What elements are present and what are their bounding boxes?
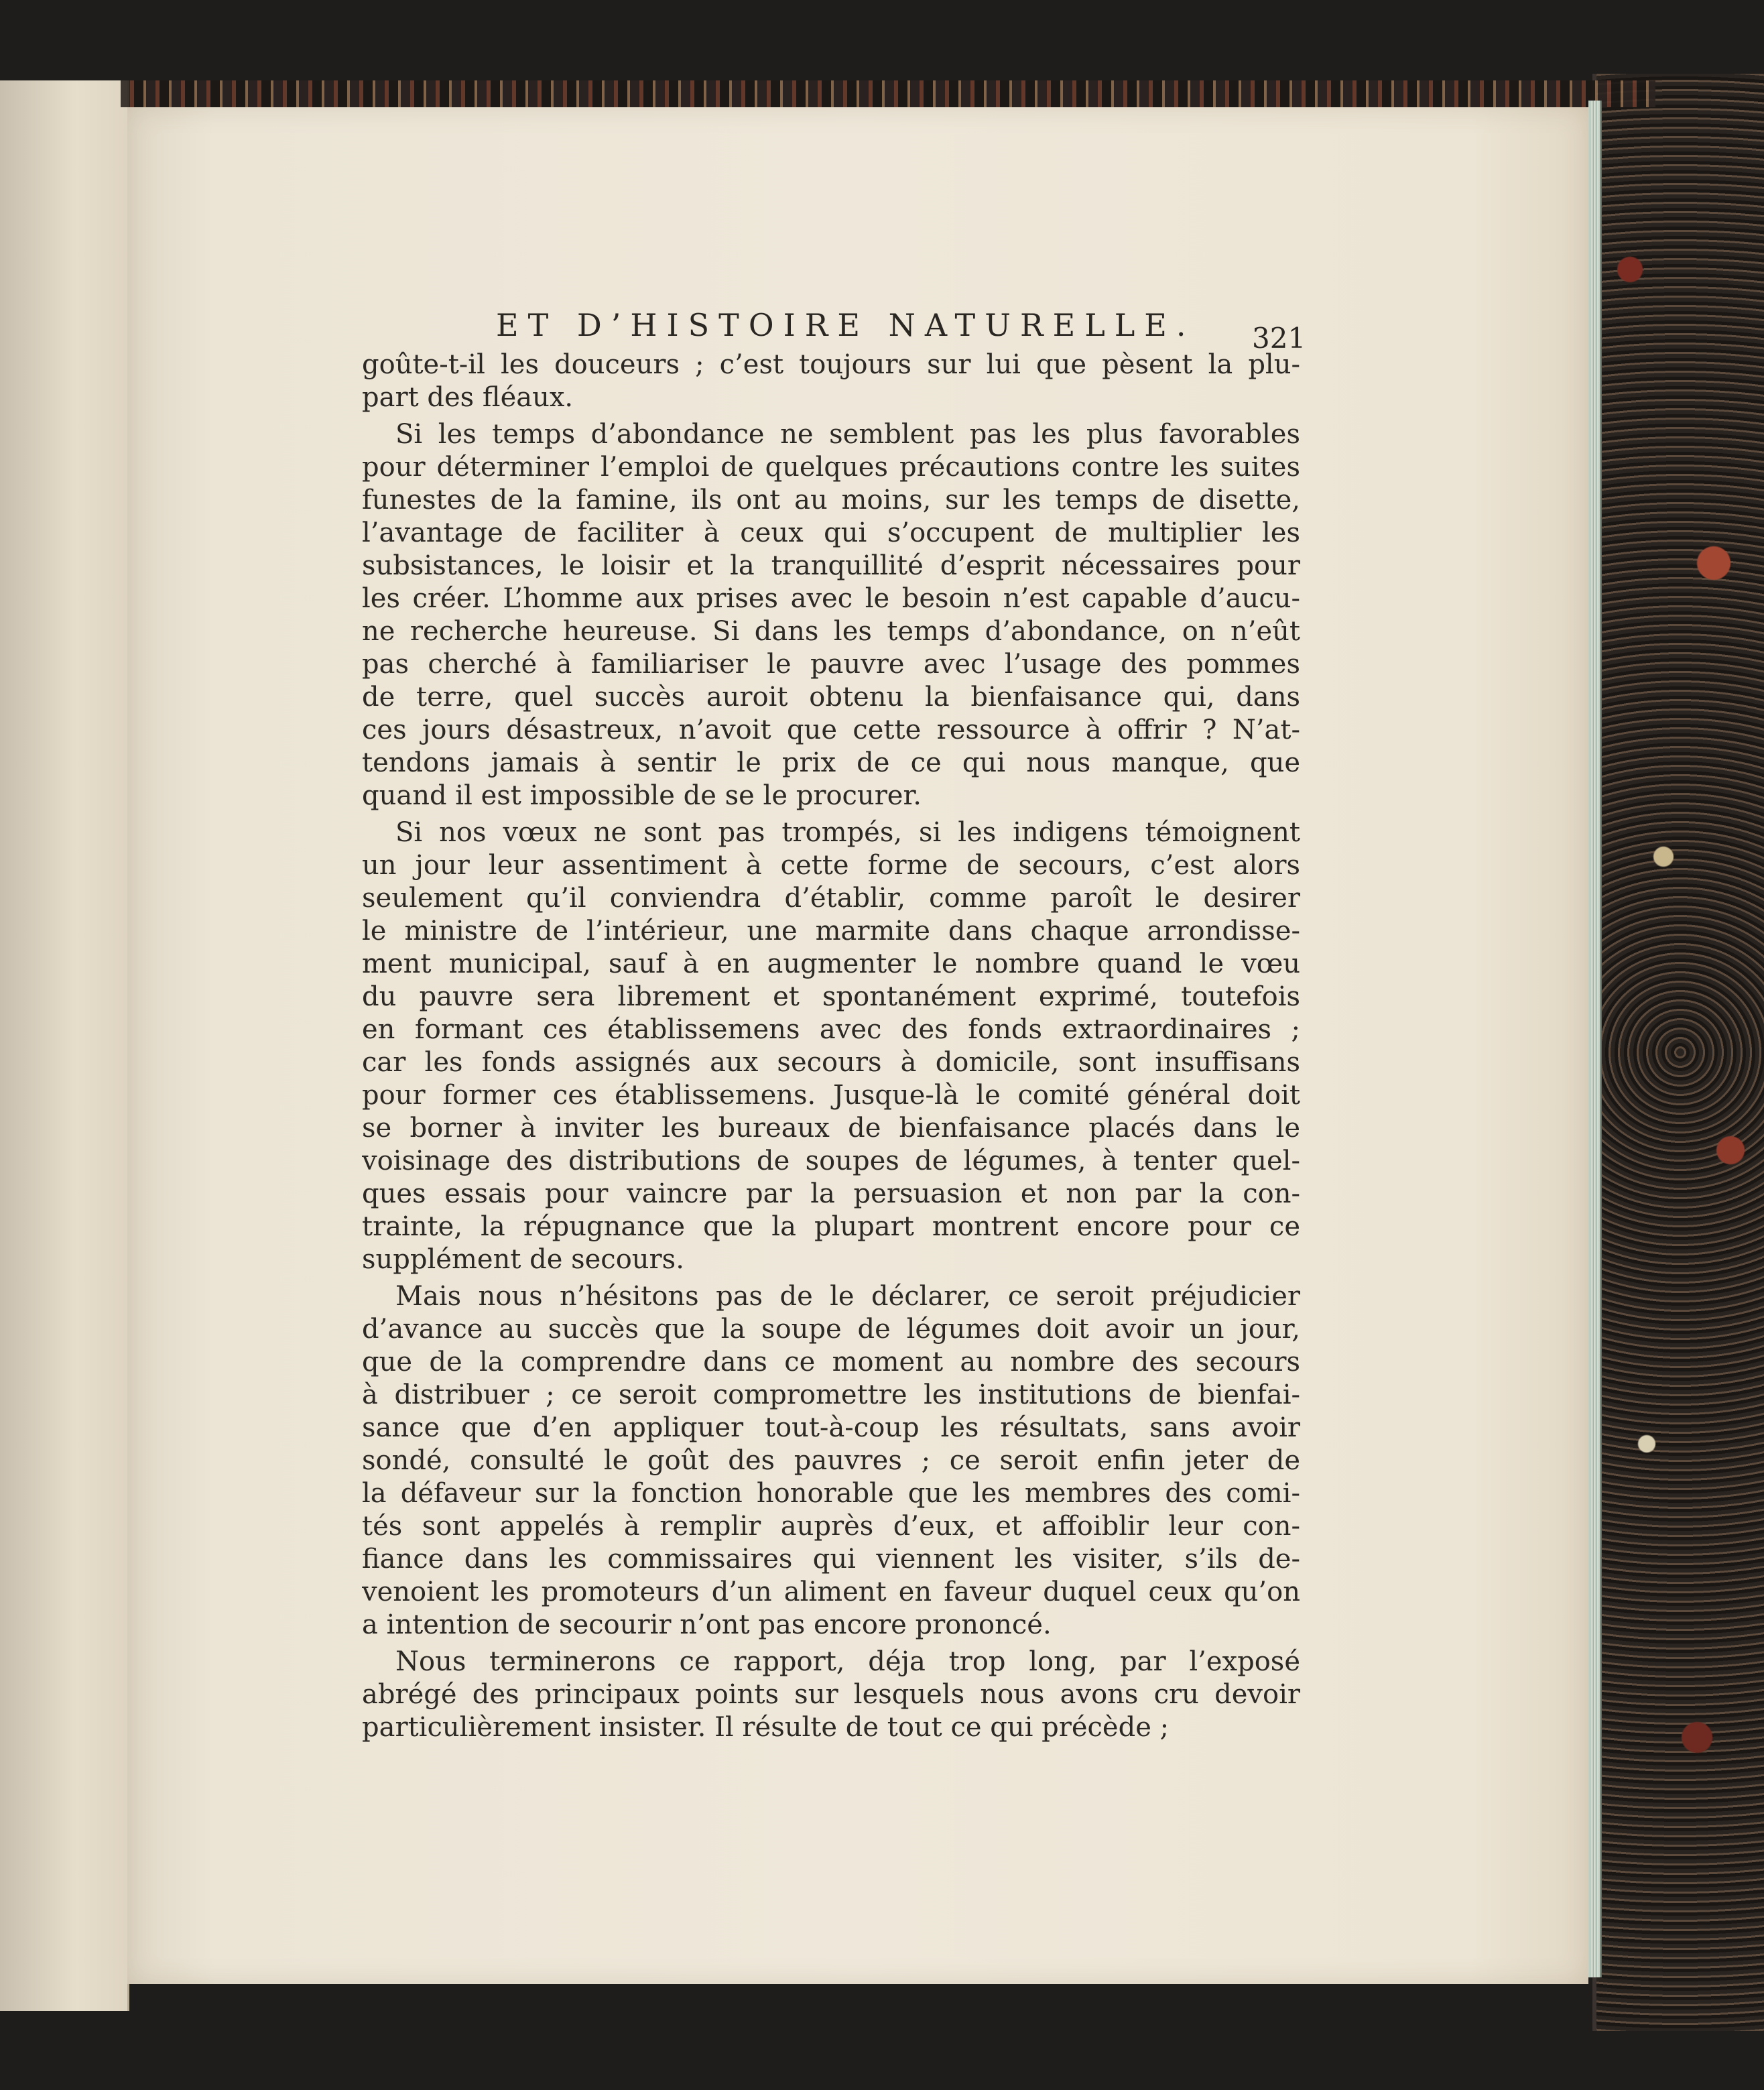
text-line: part des fléaux. (362, 382, 574, 413)
paragraph (362, 418, 1300, 812)
paragraph (362, 1280, 1300, 1642)
text-line: Si nos vœux ne sont pas trompés, si les indigens témoignent (395, 817, 1300, 848)
text-line: pour déterminer l’emploi de quelques précautions contre les suites (362, 452, 1300, 483)
text-line: ne recherche heureuse. Si dans les temps d’abondance, on n’eût (362, 616, 1300, 647)
text-line: trainte, la répugnance que la plupart montrent encore pour ce (362, 1211, 1300, 1242)
page-number: 321 (1252, 322, 1306, 355)
text-line: car les fonds assignés aux secours à domicile, sont insuffisans (362, 1047, 1300, 1078)
text-line: ques essais pour vaincre par la persuasion et non par la con- (362, 1178, 1300, 1209)
text-line: les créer. L’homme aux prises avec le besoin n’est capable d’aucu- (362, 583, 1300, 614)
text-line: d’avance au succès que la soupe de légumes doit avoir un jour, (362, 1314, 1300, 1345)
marbled-endpaper (1592, 74, 1764, 2031)
text-line: fiance dans les commissaires qui viennent les visiter, s’ils de- (362, 1544, 1300, 1575)
text-line: l’avantage de faciliter à ceux qui s’occupent de multiplier les (362, 517, 1300, 548)
text-line: voisinage des distributions de soupes de légumes, à tenter quel- (362, 1146, 1300, 1176)
marbled-board-edge (121, 80, 1655, 107)
text-line: tés sont appelés à remplir auprès d’eux, et affoiblir leur con- (362, 1511, 1300, 1542)
text-line: Si les temps d’abondance ne semblent pas les plus favorables (395, 419, 1300, 450)
paragraph (362, 1646, 1300, 1744)
text-line: sance que d’en appliquer tout-à-coup les résultats, sans avoir (362, 1412, 1300, 1443)
text-line: goûte-t-il les douceurs ; c’est toujours sur lui que pèsent la plu- (362, 349, 1300, 380)
paragraph (362, 349, 1300, 414)
text-line: tendons jamais à sentir le prix de ce qui nous manque, que (362, 747, 1300, 778)
text-line: subsistances, le loisir et la tranquillité d’esprit nécessaires pour (362, 550, 1300, 581)
text-line: venoient les promoteurs d’un aliment en faveur duquel ceux qu’on (362, 1577, 1300, 1607)
text-line: le ministre de l’intérieur, une marmite dans chaque arrondisse- (362, 916, 1300, 946)
text-line: Nous terminerons ce rapport, déja trop long, par l’exposé (395, 1646, 1300, 1677)
text-line: de terre, quel succès auroit obtenu la bienfaisance qui, dans (362, 682, 1300, 713)
text-line: quand il est impossible de se le procurer. (362, 780, 922, 811)
facing-page-edge (0, 80, 129, 2011)
text-line: se borner à inviter les bureaux de bienfaisance placés dans le (362, 1113, 1300, 1144)
text-line: supplément de secours. (362, 1244, 684, 1275)
text-line: du pauvre sera librement et spontanément exprimé, toutefois (362, 981, 1300, 1012)
text-line: un jour leur assentiment à cette forme de secours, c’est alors (362, 850, 1300, 881)
body-text (362, 349, 1300, 1744)
text-line: sondé, consulté le goût des pauvres ; ce seroit enfin jeter de (362, 1445, 1300, 1476)
text-line: pour former ces établissemens. Jusque-là le comité général doit (362, 1080, 1300, 1111)
text-line: en formant ces établissemens avec des fonds extraordinaires ; (362, 1014, 1300, 1045)
text-line: à distribuer ; ce seroit compromettre les institutions de bienfai- (362, 1379, 1300, 1410)
page-block-edge (1588, 101, 1602, 1977)
text-line: abrégé des principaux points sur lesquels nous avons cru devoir (362, 1679, 1300, 1710)
text-line: que de la comprendre dans ce moment au nombre des secours (362, 1347, 1300, 1377)
text-line: funestes de la famine, ils ont au moins, sur les temps de disette, (362, 485, 1300, 515)
text-line: seulement qu’il conviendra d’établir, comme paroît le desirer (362, 883, 1300, 914)
text-line: la défaveur sur la fonction honorable que les membres des comi- (362, 1478, 1300, 1509)
running-header: ET D’HISTOIRE NATURELLE. (496, 307, 1196, 343)
text-line: particulièrement insister. Il résulte de tout ce qui précède ; (362, 1712, 1170, 1743)
paragraph (362, 816, 1300, 1276)
text-line: pas cherché à familiariser le pauvre avec l’usage des pommes (362, 649, 1300, 680)
text-line: a intention de secourir n’ont pas encore prononcé. (362, 1609, 1052, 1640)
text-line: Mais nous n’hésitons pas de le déclarer, ce seroit préjudicier (395, 1281, 1300, 1312)
text-line: ces jours désastreux, n’avoit que cette ressource à offrir ? N’at- (362, 715, 1300, 745)
text-line: ment municipal, sauf à en augmenter le nombre quand le vœu (362, 948, 1300, 979)
